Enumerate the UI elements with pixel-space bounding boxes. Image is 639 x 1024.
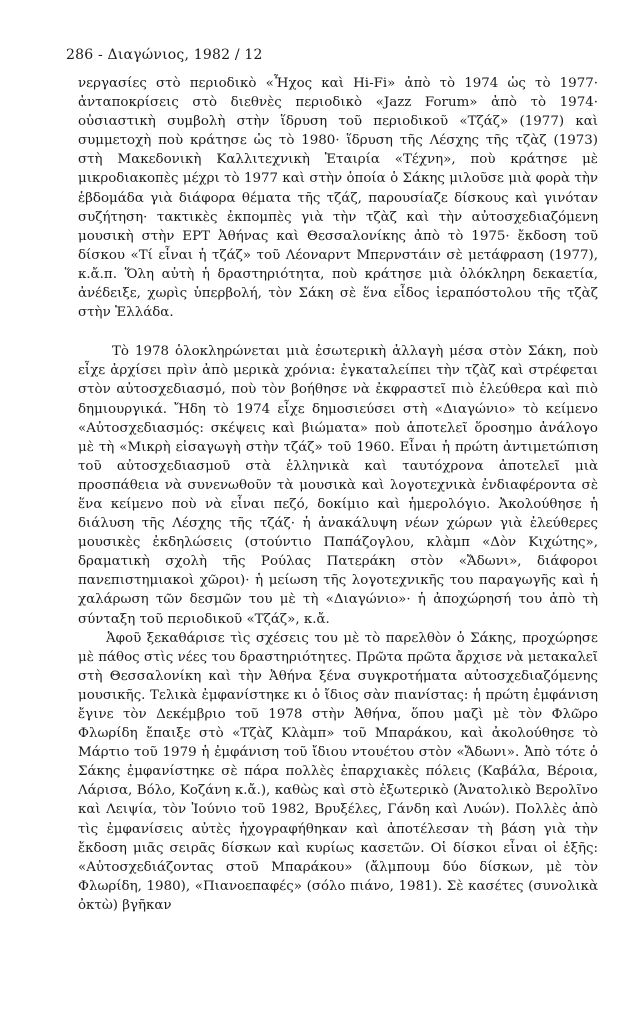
body-text [78,74,598,915]
running-head: 286 - Διαγώνιος, 1982 / 12 [66,47,263,63]
paragraph-1: νεργασίες στὸ περιοδικὸ «Ἦχος καὶ Hi-Fi» ἀπὸ τὸ 1974 ὡς τὸ 1977· ἀνταποκρίσεις στὸ διεθνὲς περιοδικὸ «Jazz Forum» ἀπὸ τὸ 1974· οὐσιαστικὴ συμβολὴ στὴν ἵδρυση τοῦ περιοδικοῦ «Τζάζ» (1977) καὶ συμμετοχὴ ποὺ κράτησε ὡς τὸ 1980· ἵδρυση τῆς Λέσχης τῆς τζὰζ (1973) στὴ Μακεδονικὴ Καλλιτεχνικὴ Ἑταιρία «Τέχνη», ποὺ κράτησε μὲ μικροδιακοπὲς μέχρι τὸ 1977 καὶ στὴν ὁποία ὁ Σάκης μιλοῦσε μιὰ φορὰ τὴν ἑβδομάδα γιὰ διάφορα θέματα τῆς τζάζ, παρουσίαζε δίσκους καὶ γινόταν συζήτηση· τακτικὲς ἐκπομπὲς γιὰ τὴν τζὰζ καὶ τὴν αὐτοσχεδιαζόμενη μουσικὴ στὴν ΕΡΤ Ἀθήνας καὶ Θεσσαλονίκης ἀπὸ τὸ 1975· ἔκδοση τοῦ δίσκου «Τί εἶναι ἡ τζάζ» τοῦ Λέοναρντ Μπερνστάιν σὲ μετάφραση (1977), κ.ἄ.π. Ὅλη αὐτὴ ἡ δραστηριότητα, ποὺ κράτησε μιὰ ὁλόκληρη δεκαετία, ἀνέδειξε, χωρὶς ὑπερβολή, τὸν Σάκη σὲ ἕνα εἶδος ἱεραπόστολου τῆς τζὰζ στὴν Ἑλλάδα. [78,76,598,321]
paragraph-2: Τὸ 1978 ὁλοκληρώνεται μιὰ ἐσωτερικὴ ἀλλαγὴ μέσα στὸν Σάκη, ποὺ εἶχε ἀρχίσει πρὶν ἀπὸ μερικὰ χρόνια: ἐγκαταλείπει τὴν τζὰζ καὶ στρέφεται στὸν αὐτοσχεδιασμό, ποὺ τὸν βοήθησε νὰ ἐκφραστεῖ πιὸ ἐλεύθερα καὶ πιὸ δημιουργικά. Ἤδη τὸ 1974 εἶχε δημοσιεύσει στὴ «Διαγώνιο» τὸ κείμενο «Αὐτοσχεδιασμός: σκέψεις καὶ βιώματα» ποὺ ἀποτελεῖ ὅροσημο ἀνάλογο μὲ τὴ «Μικρὴ εἰσαγωγὴ στὴν τζάζ» τοῦ 1960. Εἶναι ἡ πρώτη ἀντιμετώπιση τοῦ αὐτοσχεδιασμοῦ στὰ ἑλληνικὰ καὶ ταυτόχρονα ἀποτελεῖ μιὰ προσπάθεια νὰ συνενωθοῦν τὰ μουσικὰ καὶ λογοτεχνικὰ ἐνδιαφέροντα σὲ ἕνα κείμενο ποὺ νὰ εἶναι πεζό, δοκίμιο καὶ ἡμερολόγιο. Ἀκολούθησε ἡ διάλυση τῆς Λέσχης τῆς τζάζ· ἡ ἀνακάλυψη νέων χώρων γιὰ ἐλεύθερες μουσικὲς ἐκδηλώσεις (στούντιο Παπάζογλου, κλὰμπ «Δὸν Κιχώτης», δραματικὴ σχολὴ τῆς Ρούλας Πατεράκη στὸν «Ἄδωνι», διάφοροι πανεπιστημιακοὶ χῶροι)· ἡ μείωση τῆς λογοτεχνικῆς του παραγωγῆς καὶ ἡ χαλάρωση τῶν δεσμῶν του μὲ τὴ «Διαγώνιο»· ἡ ἀποχώρησή του ἀπὸ τὴ σύνταξη τοῦ περιοδικοῦ «Τζάζ», κ.ἄ. [78,344,598,627]
paragraph-3: Ἀφοῦ ξεκαθάρισε τὶς σχέσεις του μὲ τὸ παρελθὸν ὁ Σάκης, προχώρησε μὲ πάθος στὶς νέες του δραστηριότητες. Πρῶτα πρῶτα ἄρχισε νὰ μετακαλεῖ στὴ Θεσσαλονίκη καὶ τὴν Ἀθήνα ξένα συγκροτήματα αὐτοσχεδιαζόμενης μουσικῆς. Τελικὰ ἐμφανίστηκε κι ὁ ἴδιος σὰν πιανίστας: ἡ πρώτη ἐμφάνιση ἔγινε τὸν Δεκέμβριο τοῦ 1978 στὴν Ἀθήνα, ὅπου μαζὶ μὲ τὸν Φλῶρο Φλωρίδη ἔπαιξε στὸ «Τζὰζ Κλὰμπ» τοῦ Μπαράκου, καὶ ἀκολούθησε τὸ Μάρτιο τοῦ 1979 ἡ ἐμφάνιση τοῦ ἴδιου ντουέτου στὸν «Ἄδωνι». Ἀπὸ τότε ὁ Σάκης ἐμφανίστηκε σὲ πάρα πολλὲς ἐπαρχιακὲς πόλεις (Καβάλα, Βέροια, Λάρισα, Βόλο, Κοζάνη κ.ἄ.), καθὼς καὶ στὸ ἐξωτερικὸ (Ἀνατολικὸ Βερολῖνο καὶ Λειψία, τὸν Ἰούνιο τοῦ 1982, Βρυξέλες, Γάνδη καὶ Λυών). Πολλὲς ἀπὸ τὶς ἐμφανίσεις αὐτὲς ἠχογραφήθηκαν καὶ ἀποτέλεσαν τὴ βάση γιὰ τὴν ἔκδοση μιᾶς σειρᾶς δίσκων καὶ κυρίως κασετῶν. Οἱ δίσκοι εἶναι οἱ ἑξῆς: «Αὐτοσχεδιάζοντας στοῦ Μπαράκου» (ἄλμπουμ δύο δίσκων, μὲ τὸν Φλωρίδη, 1980), «Πιανοεπαφές» (σόλο πιάνο, 1981). Σὲ κασέτες (συνολικὰ ὀκτὼ) βγῆκαν [78,630,598,913]
